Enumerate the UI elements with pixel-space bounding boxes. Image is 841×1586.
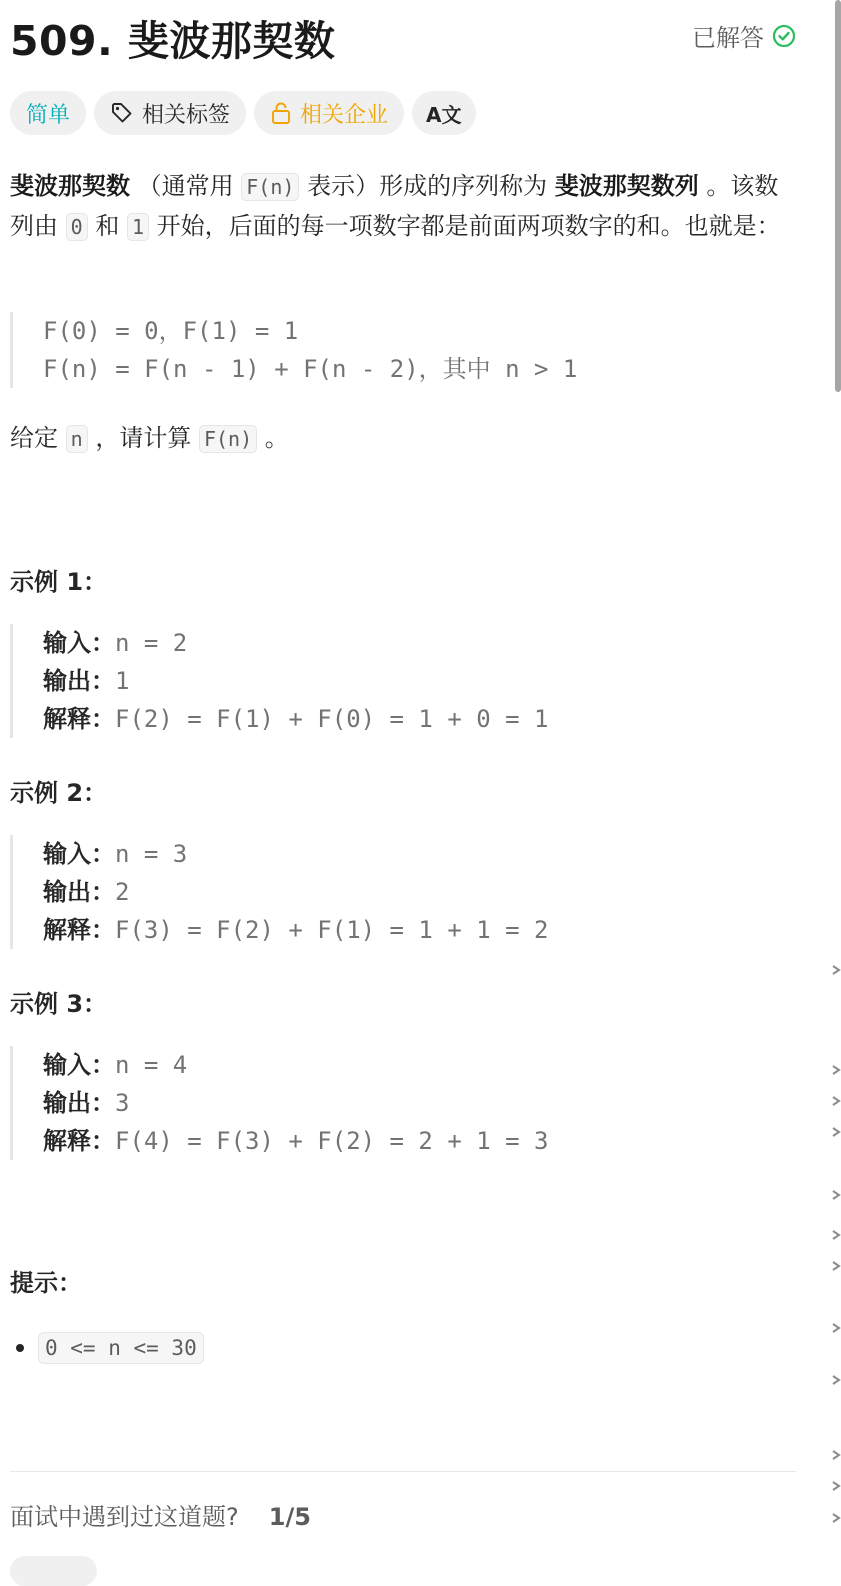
desc-text: 。: [257, 424, 289, 452]
example-heading: 示例 1：: [10, 568, 108, 596]
explain-label: 解释：: [43, 916, 115, 944]
related-companies-label: 相关企业: [300, 102, 389, 128]
example-output: 2: [115, 878, 130, 906]
output-label: 输出：: [43, 1089, 115, 1117]
bullet-icon: [16, 1344, 24, 1352]
fold-chevron-icon[interactable]: [831, 1227, 841, 1241]
explain-label: 解释：: [43, 1127, 115, 1155]
example-input-line: [43, 624, 796, 662]
example-input-line: [43, 1046, 796, 1084]
example-output-line: [43, 873, 796, 911]
term-fibonacci-number: 斐波那契数: [10, 172, 130, 200]
example-input: n = 2: [115, 629, 188, 657]
example-output-line: [43, 1084, 796, 1122]
input-label: 输入：: [43, 840, 115, 868]
description-paragraph: [10, 167, 796, 247]
example-explain-line: [43, 911, 796, 949]
example-output: 3: [115, 1089, 130, 1117]
example-block: [10, 835, 796, 949]
related-companies-button[interactable]: [254, 91, 404, 135]
solved-status: [692, 18, 796, 53]
desc-text: 给定: [10, 424, 66, 452]
output-label: 输出：: [43, 667, 115, 695]
formula-block: [10, 312, 796, 388]
example-block: [10, 1046, 796, 1160]
lock-icon: [270, 101, 300, 125]
fold-chevron-icon[interactable]: [831, 1320, 841, 1334]
fold-chevron-icon[interactable]: [831, 1187, 841, 1201]
list-item: [10, 1332, 204, 1364]
fold-chevron-icon[interactable]: [831, 1510, 841, 1524]
constraint-code: 0 <= n <= 30: [38, 1332, 204, 1364]
fold-chevron-icon[interactable]: [831, 1478, 841, 1492]
example-input: n = 4: [115, 1051, 188, 1079]
desc-text: 开始，后面的每一项数字都是前面两项数字的和。也就是：: [149, 212, 781, 240]
desc-text: 和: [87, 212, 127, 240]
tag-bar: [10, 91, 476, 135]
related-tags-label: 相关标签: [142, 102, 231, 128]
fold-chevron-icon[interactable]: [831, 1372, 841, 1386]
translate-button[interactable]: [412, 91, 475, 135]
example-heading: 示例 2：: [10, 779, 108, 807]
term-fibonacci-sequence: 斐波那契数列: [554, 172, 699, 200]
check-circle-icon: [772, 24, 796, 48]
solved-label: 已解答: [692, 24, 764, 52]
related-tags-button[interactable]: [94, 91, 246, 135]
example-block: [10, 624, 796, 738]
example-output: 1: [115, 667, 130, 695]
example-output-line: [43, 662, 796, 700]
problem-title[interactable]: 509. 斐波那契数: [10, 17, 336, 65]
example-input-line: [43, 835, 796, 873]
hints-heading: 提示：: [10, 1269, 82, 1297]
formula-line: F(n) = F(n - 1) + F(n - 2)，其中 n > 1: [43, 355, 578, 383]
input-label: 输入：: [43, 629, 115, 657]
scrollbar-thumb[interactable]: [835, 0, 841, 392]
inline-code: F(n): [241, 173, 299, 201]
desc-text: （通常用: [130, 172, 242, 200]
desc-text: ，请计算: [87, 424, 199, 452]
divider: [10, 1471, 796, 1472]
input-label: 输入：: [43, 1051, 115, 1079]
interview-question-row[interactable]: [10, 1497, 311, 1532]
example-explain: F(4) = F(3) + F(2) = 2 + 1 = 3: [115, 1127, 549, 1155]
tag-icon: [110, 101, 142, 125]
desc-text: 。该数列由: [10, 172, 779, 240]
inline-code: n: [66, 425, 88, 453]
interview-count: 1/5: [268, 1503, 311, 1531]
interview-question-label: 面试中遇到过这道题?: [10, 1503, 239, 1531]
difficulty-badge[interactable]: 简单: [10, 91, 86, 135]
fold-chevron-icon[interactable]: [831, 1093, 841, 1107]
inline-code: 0: [66, 213, 88, 241]
desc-text: 表示）形成的序列称为: [299, 172, 555, 200]
inline-code: 1: [127, 213, 149, 241]
bottom-action-pill[interactable]: [10, 1556, 97, 1586]
task-paragraph: [10, 419, 796, 459]
fold-chevron-icon[interactable]: [831, 1124, 841, 1138]
formula-line: F(0) = 0，F(1) = 1: [43, 317, 299, 345]
explain-label: 解释：: [43, 705, 115, 733]
fold-chevron-icon[interactable]: [831, 1447, 841, 1461]
example-explain: F(2) = F(1) + F(0) = 1 + 0 = 1: [115, 705, 549, 733]
example-explain: F(3) = F(2) + F(1) = 1 + 1 = 2: [115, 916, 549, 944]
fold-chevron-icon[interactable]: [831, 962, 841, 976]
inline-code: F(n): [199, 425, 257, 453]
example-explain-line: [43, 700, 796, 738]
example-explain-line: [43, 1122, 796, 1160]
fold-chevron-icon[interactable]: [831, 1062, 841, 1076]
fold-chevron-icon[interactable]: [831, 1258, 841, 1272]
example-heading: 示例 3：: [10, 990, 108, 1018]
example-input: n = 3: [115, 840, 188, 868]
output-label: 输出：: [43, 878, 115, 906]
title-row: [10, 8, 796, 65]
translate-icon: A文: [426, 102, 462, 127]
